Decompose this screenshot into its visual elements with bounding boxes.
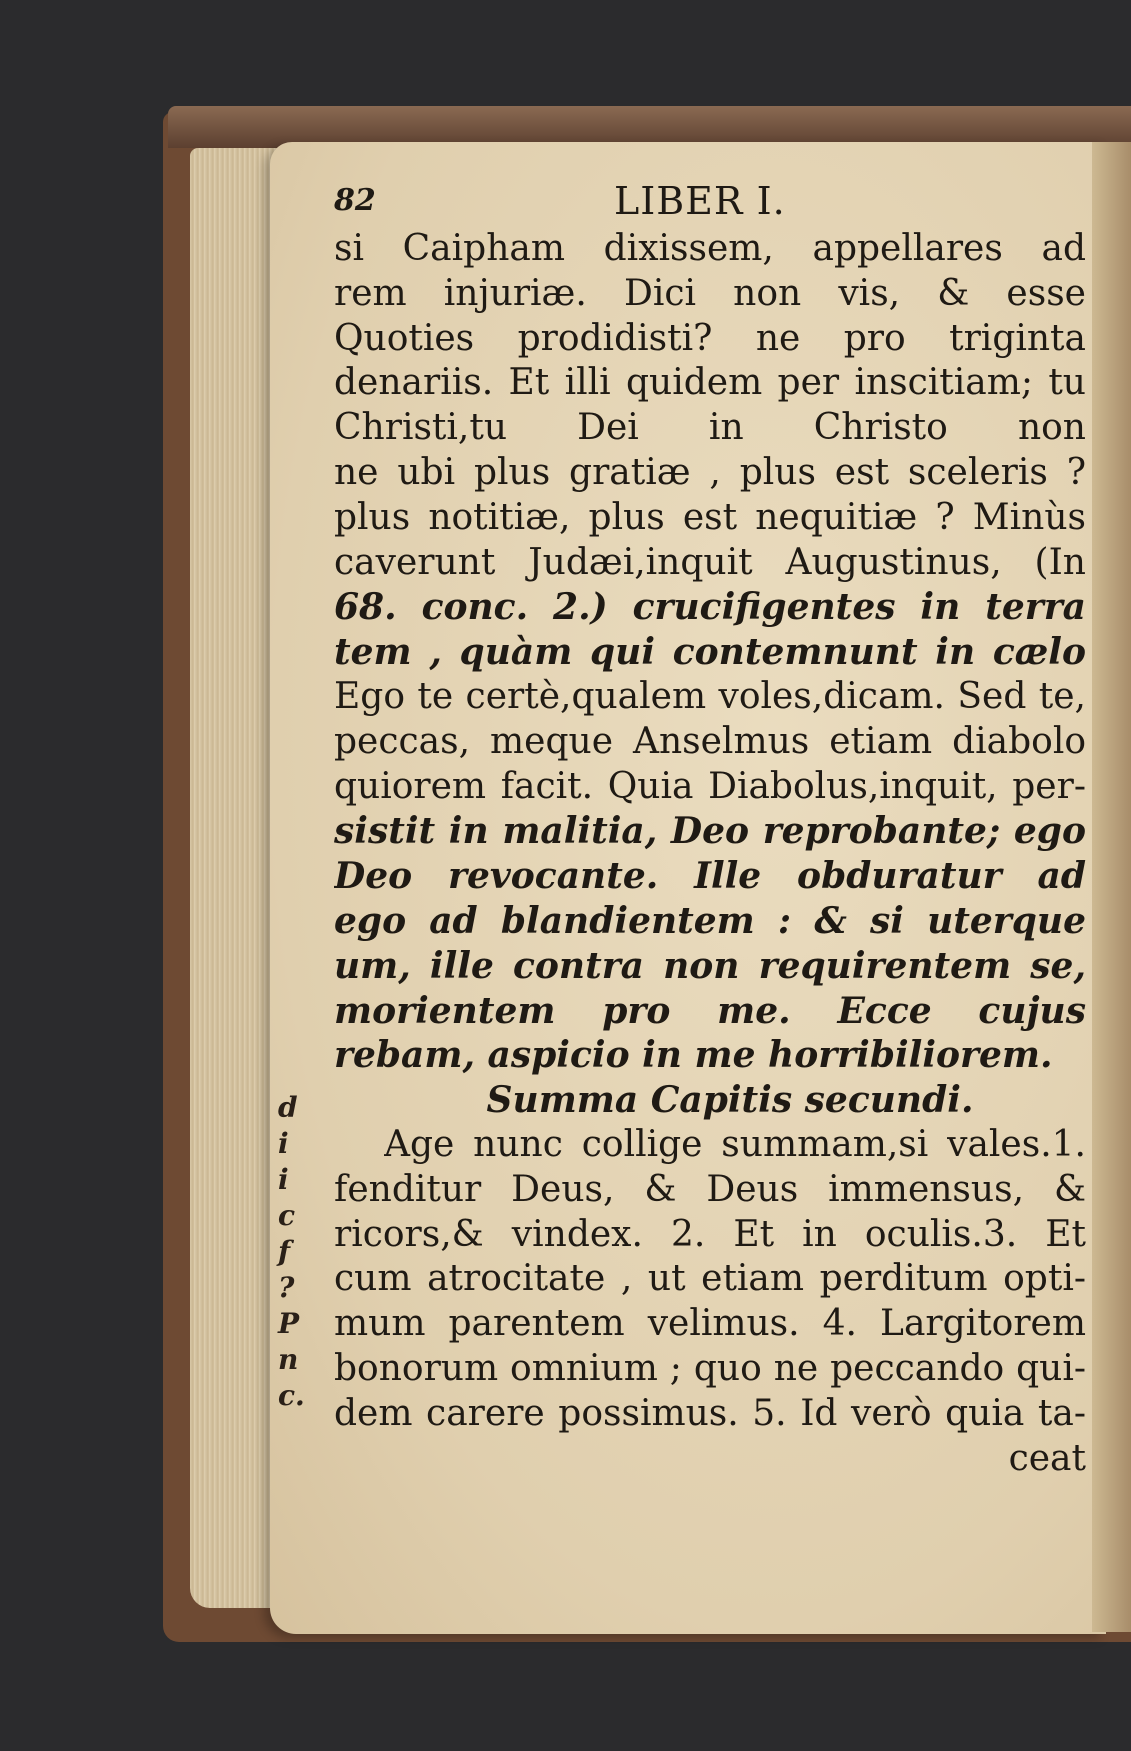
text-line <box>334 541 1086 586</box>
text-line <box>334 272 1086 317</box>
line-text: bonorum omnium ; quo ne peccando qui- <box>334 1347 1086 1389</box>
line-text: ricors,& vindex. 2. Et in oculis.3. Et <box>334 1213 1086 1255</box>
line-text: morientem pro me. Ecce cujus <box>334 989 1086 1032</box>
margin-notes <box>278 1090 304 1414</box>
page-number: 82 <box>334 183 376 218</box>
page-text <box>334 175 1086 1481</box>
margin-note: i <box>278 1127 289 1160</box>
text-lines <box>334 227 1086 1437</box>
text-line <box>334 944 1086 989</box>
text-line <box>334 675 1086 720</box>
text-line <box>334 406 1086 451</box>
margin-note: n <box>278 1343 299 1376</box>
line-text: um, ille contra non requirentem se, <box>334 944 1086 987</box>
text-line <box>334 1302 1086 1347</box>
line-text: 68. conc. 2.) crucifigentes in terra <box>334 586 1086 629</box>
catchword: ceat <box>1008 1437 1086 1479</box>
line-text: cum atrocitate , ut etiam perditum opti- <box>334 1258 1086 1300</box>
margin-note: f <box>278 1235 291 1268</box>
text-line <box>334 1123 1086 1168</box>
text-line <box>334 1033 1086 1078</box>
text-line <box>334 989 1086 1034</box>
section-heading: Summa Capitis secundi. <box>486 1079 974 1122</box>
line-text: rem injuriæ. Dici non vis, & esse <box>334 272 1086 314</box>
text-line <box>334 585 1086 630</box>
text-line <box>334 630 1086 675</box>
margin-note: c <box>278 1199 296 1232</box>
running-head: LIBER I. <box>614 179 786 223</box>
text-line <box>334 227 1086 272</box>
line-text: Christi,tu Dei in Christo non <box>334 407 1086 449</box>
line-text: dem carere possimus. 5. Id verò quia ta- <box>334 1392 1086 1434</box>
text-line <box>334 1347 1086 1392</box>
text-line <box>334 361 1086 406</box>
text-line <box>334 1392 1086 1437</box>
page-gutter <box>1092 142 1131 1632</box>
text-line <box>334 1168 1086 1213</box>
line-text: rebam, aspicio in me horribiliorem. <box>334 1034 1053 1077</box>
text-line <box>334 1213 1086 1258</box>
margin-note: d <box>278 1091 298 1124</box>
line-text: plus notitiæ, plus est nequitiæ ? Minùs <box>334 496 1086 538</box>
margin-note: c. <box>278 1379 305 1412</box>
text-line <box>334 809 1086 854</box>
margin-note: ? <box>278 1271 295 1304</box>
margin-note: i <box>278 1163 289 1196</box>
line-text: denariis. Et illi quidem per inscitiam; tu <box>334 362 1086 404</box>
text-line <box>334 451 1086 496</box>
text-line <box>334 1078 1086 1123</box>
line-text: sistit in malitia, Deo reprobante; ego <box>334 810 1086 853</box>
line-text: Deo revocante. Ille obduratur ad <box>334 855 1086 898</box>
line-text: quiorem facit. Quia Diabolus,inquit, per- <box>334 765 1086 807</box>
line-text: Ego te certè,qualem voles,dicam. Sed te, <box>334 675 1086 717</box>
line-text: tem , quàm qui contemnunt in cælo <box>334 631 1086 674</box>
text-line <box>334 317 1086 362</box>
line-text: Quoties prodidisti? ne pro triginta <box>334 317 1086 359</box>
line-text: fenditur Deus, & Deus immensus, & <box>334 1168 1086 1210</box>
text-line <box>334 899 1086 944</box>
text-line <box>334 496 1086 541</box>
line-text: ego ad blandientem : & si uterque <box>334 899 1086 942</box>
line-text: mum parentem velimus. 4. Largitorem <box>334 1303 1086 1345</box>
text-line <box>334 765 1086 810</box>
catchword-line <box>334 1437 1086 1482</box>
text-line <box>334 720 1086 765</box>
line-text: Age nunc collige summam,si vales.1. <box>384 1123 1086 1165</box>
page-header <box>334 175 1086 227</box>
margin-note: P <box>278 1307 300 1340</box>
line-text: si Caipham dixissem, appellares ad <box>334 228 1086 269</box>
line-text: peccas, meque Anselmus etiam diabolo <box>334 720 1086 762</box>
text-line <box>334 854 1086 899</box>
line-text: ne ubi plus gratiæ , plus est sceleris ? <box>334 451 1086 493</box>
line-text: caverunt Judæi,inquit Augustinus, (In <box>334 541 1086 583</box>
text-line <box>334 1257 1086 1302</box>
